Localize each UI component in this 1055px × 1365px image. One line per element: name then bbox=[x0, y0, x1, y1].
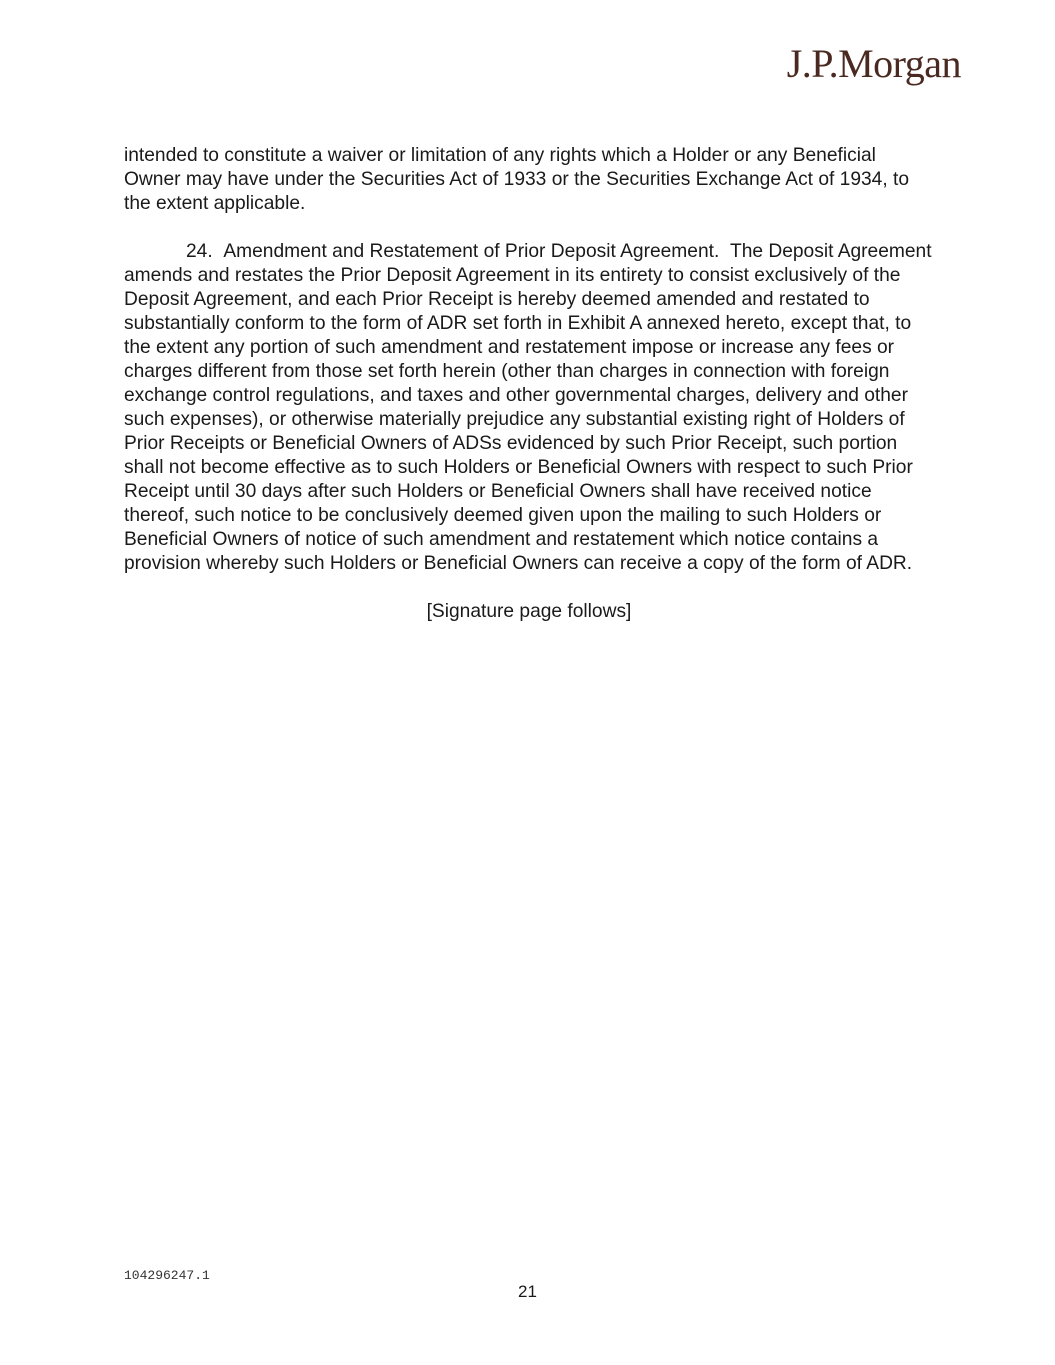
continued-paragraph: intended to constitute a waiver or limitation of any rights which a Holder or any Beneficial Owner may have under the Securities Act of 1933 or the Securities Exchange Act of 1934, to the extent applicable. bbox=[124, 145, 910, 214]
document-body bbox=[124, 144, 934, 624]
jpmorgan-logo: J.P.Morgan bbox=[786, 41, 961, 86]
section-24-paragraph bbox=[124, 240, 934, 576]
section-number: 24. bbox=[186, 241, 213, 262]
document-id: 104296247.1 bbox=[124, 1268, 210, 1283]
signature-page-note: [Signature page follows] bbox=[426, 601, 632, 622]
section-text: The Deposit Agreement amends and restates the Prior Deposit Agreement in its entirety to consist exclusively of the Deposit Agreement, and each Prior Receipt is hereby deemed amended and restated to substantially conform to the form of ADR set forth in Exhibit A annexed hereto, except that, to the extent any portion of such amendment and restatement impose or increase any fees or charges different from those set forth herein (other than charges in connection with foreign exchange control regulations, and taxes and other governmental charges, delivery and other such expenses), or otherwise materially prejudice any substantial existing right of Holders of Prior Receipts or Beneficial Owners of ADSs evidenced by such Prior Receipt, such portion shall not become effective as to such Holders or Beneficial Owners with respect to such Prior Receipt until 30 days after such Holders or Beneficial Owners shall have received notice thereof, such notice to be conclusively deemed given upon the mailing to such Holders or Beneficial Owners of notice of such amendment and restatement which notice contains a provision whereby such Holders or Beneficial Owners can receive a copy of the form of ADR. bbox=[124, 241, 932, 574]
section-heading: Amendment and Restatement of Prior Deposit Agreement. bbox=[223, 241, 720, 262]
page-number: 21 bbox=[518, 1282, 537, 1301]
